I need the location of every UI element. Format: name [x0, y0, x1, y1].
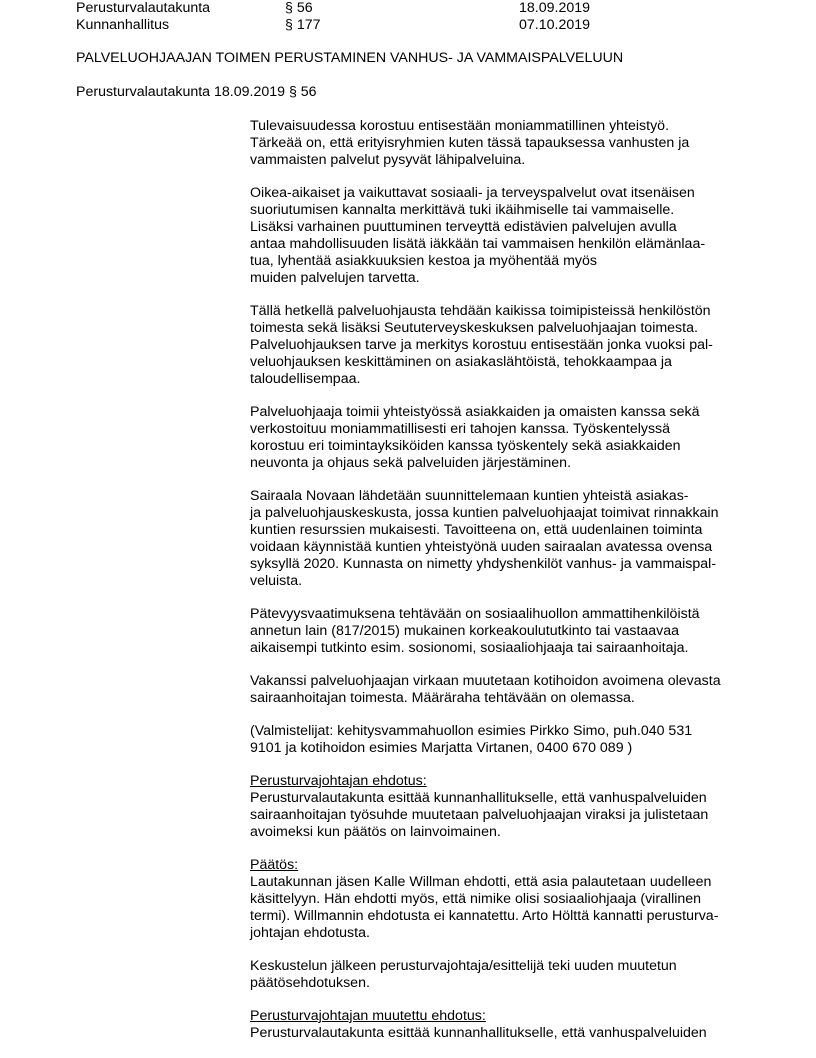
paragraph-line: ja palveluohjauskeskusta, jossa kuntien palveluohjaajat toimivat rinnakkain — [250, 505, 719, 521]
paragraph-line: 9101 ja kotihoidon esimies Marjatta Virtanen, 0400 670 089 ) — [250, 740, 633, 756]
paragraph — [250, 606, 770, 657]
paragraph-line: avoimeksi kun päätös on lainvoimainen. — [250, 824, 501, 840]
paragraph-line: antaa mahdollisuuden lisätä iäkkään tai vammaisen henkilön elämänlaa- — [250, 236, 706, 252]
header-section-number: § 56 — [285, 0, 313, 16]
paragraph — [250, 773, 770, 841]
paragraph — [250, 857, 770, 942]
paragraph-line: Pätevyysvaatimuksena tehtävään on sosiaalihuollon ammattihenkilöistä — [250, 606, 700, 622]
paragraph — [250, 1008, 770, 1042]
paragraph-line: Perusturvalautakunta esittää kunnanhallitukselle, että vanhuspalveluiden — [250, 1025, 707, 1041]
paragraph-line: muiden palvelujen tarvetta. — [250, 270, 420, 286]
paragraph-line: Keskustelun jälkeen perusturvajohtaja/esittelijä teki uuden muutetun — [250, 958, 677, 974]
paragraph-line: Sairaala Novaan lähdetään suunnittelemaan kuntien yhteistä asiakas- — [250, 488, 689, 504]
paragraph-line: käsittelyyn. Hän ehdotti myös, että nimike olisi sosiaaliohjaaja (virallinen — [250, 891, 702, 907]
paragraph-line: Vakanssi palveluohjaajan virkaan muutetaan kotihoidon avoimena olevasta — [250, 673, 721, 689]
paragraph — [250, 404, 770, 472]
paragraph — [250, 185, 770, 287]
paragraph-line: vammaisten palvelut pysyvät lähipalveluina. — [250, 152, 526, 168]
header-date: 07.10.2019 — [519, 17, 591, 33]
paragraph-line: korostuu eri toimintayksiköiden kanssa työskentely sekä asiakkaiden — [250, 438, 681, 454]
paragraph — [250, 958, 770, 992]
meeting-reference: Perusturvalautakunta 18.09.2019 § 56 — [76, 84, 317, 100]
paragraph-line: veluohjauksen keskittäminen on asiakaslähtöistä, tehokkaampaa ja — [250, 354, 672, 370]
paragraph-line: toimesta sekä lisäksi Seututerveyskeskuksen palveluohjaajan toimesta. — [250, 320, 698, 336]
header-body-name: Perusturvalautakunta — [76, 0, 211, 16]
section-heading: Perusturvajohtajan ehdotus: — [250, 773, 427, 789]
paragraph — [250, 303, 770, 388]
paragraph-line: aikaisempi tutkinto esim. sosionomi, sosiaaliohjaaja tai sairaanhoitaja. — [250, 640, 689, 656]
paragraph-line: annetun lain (817/2015) mukainen korkeakoulututkinto tai vastaavaa — [250, 623, 680, 639]
header-row-2 — [76, 17, 776, 34]
document-body — [250, 118, 770, 1058]
paragraph-line: päätösehdotuksen. — [250, 975, 370, 991]
paragraph-line: Oikea-aikaiset ja vaikuttavat sosiaali- ja terveyspalvelut ovat itsenäisen — [250, 185, 695, 201]
paragraph-line: Palveluohjaaja toimii yhteistyössä asiakkaiden ja omaisten kanssa sekä — [250, 404, 700, 420]
paragraph-line: suoriutumisen kannalta merkittävä tuki ikäihmiselle tai vammaiselle. — [250, 202, 675, 218]
paragraph-line: Tulevaisuudessa korostuu entisestään moniammatillinen yhteistyö. — [250, 118, 670, 134]
section-heading: Perusturvajohtajan muutettu ehdotus: — [250, 1008, 486, 1024]
paragraph — [250, 488, 770, 590]
paragraph — [250, 118, 770, 169]
document-title: PALVELUOHJAAJAN TOIMEN PERUSTAMINEN VANHUS- JA VAMMAISPALVELUUN — [76, 50, 624, 66]
paragraph — [250, 673, 770, 707]
paragraph-line: sairaanhoitajan toimesta. Määräraha tehtävään on olemassa. — [250, 690, 635, 706]
header-section-number: § 177 — [285, 17, 321, 33]
paragraph-line: taloudellisempaa. — [250, 371, 361, 387]
paragraph-line: kuntien resurssien mukaisesti. Tavoitteena on, että uudenlainen toiminta — [250, 522, 703, 538]
paragraph-line: Tällä hetkellä palveluohjausta tehdään kaikissa toimipisteissä henkilöstön — [250, 303, 711, 319]
paragraph — [250, 723, 770, 757]
section-heading: Päätös: — [250, 857, 299, 873]
paragraph-line: termi). Willmannin ehdotusta ei kannatettu. Arto Hölttä kannatti perusturva- — [250, 908, 719, 924]
paragraph-line: Perusturvalautakunta esittää kunnanhallitukselle, että vanhuspalveluiden — [250, 790, 707, 806]
paragraph-line: Tärkeää on, että erityisryhmien kuten tässä tapauksessa vanhusten ja — [250, 135, 690, 151]
paragraph-line: verkostoituu moniammatillisesti eri tahojen kanssa. Työskentelyssä — [250, 421, 671, 437]
paragraph-line: Lautakunnan jäsen Kalle Willman ehdotti, että asia palautetaan uudelleen — [250, 874, 712, 890]
paragraph-line: syksyllä 2020. Kunnasta on nimetty yhdyshenkilöt vanhus- ja vammaispal- — [250, 556, 717, 572]
paragraph-line: johtajan ehdotusta. — [250, 925, 370, 941]
paragraph-line: veluista. — [250, 573, 303, 589]
paragraph-line: tua, lyhentää asiakkuuksien kestoa ja myöhentää myös — [250, 253, 598, 269]
paragraph-line: sairaanhoitajan työsuhde muutetaan palveluohjaajan viraksi ja julistetaan — [250, 807, 709, 823]
paragraph-line: voidaan käynnistää kuntien yhteistyönä uuden sairaalan avatessa ovensa — [250, 539, 713, 555]
paragraph-line: (Valmistelijat: kehitysvammahuollon esimies Pirkko Simo, puh.040 531 — [250, 723, 693, 739]
paragraph-line: Palveluohjauksen tarve ja merkitys korostuu entisestään jonka vuoksi pal- — [250, 337, 713, 353]
header-date: 18.09.2019 — [519, 0, 591, 16]
paragraph-line: neuvonta ja ohjaus sekä palveluiden järjestäminen. — [250, 455, 572, 471]
header-row-1 — [76, 0, 776, 17]
header-body-name: Kunnanhallitus — [76, 17, 170, 33]
paragraph-line: Lisäksi varhainen puuttuminen terveyttä edistävien palvelujen avulla — [250, 219, 677, 235]
